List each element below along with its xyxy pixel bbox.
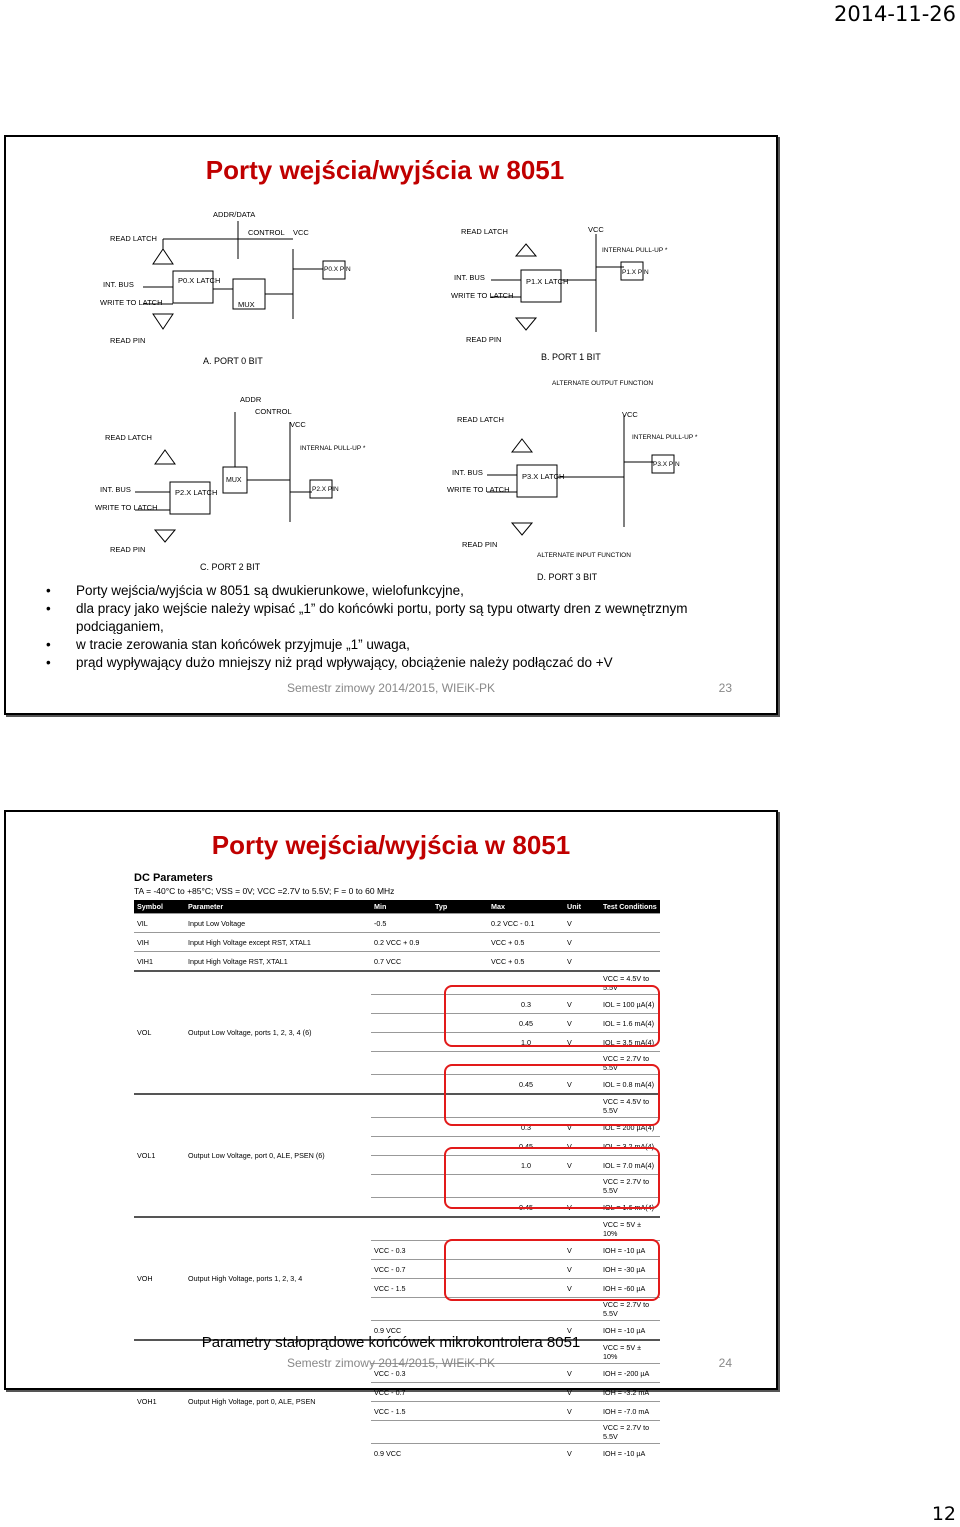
int-bus-label: INT. BUS	[103, 280, 134, 289]
cell-cond: VCC = 2.7V to 5.5V	[600, 1298, 660, 1321]
cell-cond: IOH = -10 µA	[600, 1241, 660, 1260]
cell-min: 0.9 VCC	[371, 1321, 432, 1341]
read-pin-label: READ PIN	[110, 336, 146, 345]
cell-min: 0.2 VCC + 0.9	[371, 933, 432, 952]
cell-min: 0.9 VCC	[371, 1444, 432, 1463]
cell-cond: VCC = 5V ± 10%	[600, 1340, 660, 1364]
cell-typ	[432, 933, 488, 952]
cell-unit: V	[564, 1279, 600, 1298]
pin-label: P2.X PIN	[312, 486, 339, 493]
cell-cond: VCC = 2.7V to 5.5V	[600, 1421, 660, 1444]
cell-unit: V	[564, 952, 600, 972]
cell-unit: V	[564, 1383, 600, 1402]
cell-unit: V	[564, 1033, 600, 1052]
port1-schematic	[446, 222, 676, 362]
cell-min: -0.5	[371, 914, 432, 933]
cell-symbol: VIH1	[134, 952, 185, 972]
cell-cond	[600, 914, 660, 933]
table-row	[134, 952, 660, 972]
diagram-caption: A. PORT 0 BIT	[203, 356, 263, 366]
table-row	[134, 933, 660, 952]
cell-unit: V	[564, 1198, 600, 1218]
col-header: Test Conditions	[600, 900, 660, 914]
port2-schematic	[90, 392, 366, 572]
slide-number: 23	[718, 681, 732, 695]
cell-max: 1.0	[488, 1033, 564, 1052]
read-pin-label: READ PIN	[462, 540, 498, 549]
cell-cond: IOL = 0.8 mA(4)	[600, 1075, 660, 1095]
cell-min: VCC - 0.3	[371, 1241, 432, 1260]
cell-unit: V	[564, 995, 600, 1014]
cell-min: VCC - 1.5	[371, 1279, 432, 1298]
cell-symbol: VIH	[134, 933, 185, 952]
cell-parameter: Input High Voltage except RST, XTAL1	[185, 933, 371, 952]
write-latch-label: WRITE TO LATCH	[451, 291, 514, 300]
col-header: Max	[488, 900, 564, 914]
alt-out-label: ALTERNATE OUTPUT FUNCTION	[552, 380, 654, 387]
cell-cond: IOL = 3.2 mA(4)	[600, 1137, 660, 1156]
cell-cond: IOL = 100 µA(4)	[600, 995, 660, 1014]
cell-parameter: Output Low Voltage, port 0, ALE, PSEN (6)	[185, 1094, 371, 1217]
slide-title: Porty wejścia/wyjścia w 8051	[205, 155, 565, 185]
diagram-caption: C. PORT 2 BIT	[200, 562, 261, 572]
cell-typ	[432, 914, 488, 933]
cell-cond	[600, 952, 660, 972]
col-header: Typ	[432, 900, 488, 914]
dc-conditions: TA = -40°C to +85°C; VSS = 0V; VCC =2.7V to 5.5V; F = 0 to 60 MHz	[134, 886, 395, 896]
page-date: 2014-11-26	[833, 2, 956, 26]
cell-cond: IOH = -200 µA	[600, 1364, 660, 1383]
cell-max: 0.3	[488, 995, 564, 1014]
dc-title: DC Parameters	[134, 872, 213, 884]
cell-cond: VCC = 4.5V to 5.5V	[600, 971, 660, 995]
read-latch-label: READ LATCH	[457, 415, 504, 424]
highlight-box	[444, 1064, 660, 1126]
read-latch-label: READ LATCH	[461, 227, 508, 236]
latch-label: P2.X LATCH	[175, 488, 218, 497]
cell-unit: V	[564, 1014, 600, 1033]
cell-unit: V	[564, 1075, 600, 1095]
read-latch-label: READ LATCH	[110, 234, 157, 243]
read-pin-label: READ PIN	[110, 545, 146, 554]
bullet-item: • w tracie zerowania stan końcówek przyjmuje „1” uwaga,	[46, 636, 746, 654]
vcc-label: VCC	[588, 225, 604, 234]
port2-diagram	[90, 392, 366, 572]
latch-label: P3.X LATCH	[522, 472, 565, 481]
cell-min: 0.7 VCC	[371, 952, 432, 972]
bullet-item: • prąd wypływający dużo mniejszy niż prąd wpływający, obciążenie należy podłączać do +V	[46, 654, 746, 672]
cell-cond: IOH = -3.2 mA	[600, 1383, 660, 1402]
cell-cond	[600, 933, 660, 952]
cell-max: 1.0	[488, 1156, 564, 1175]
cell-unit: V	[564, 1260, 600, 1279]
cell-symbol: VOL1	[134, 1094, 185, 1217]
cell-unit: V	[564, 1444, 600, 1463]
highlight-box	[444, 985, 660, 1047]
cell-cond: VCC = 2.7V to 5.5V	[600, 1175, 660, 1198]
cell-unit: V	[564, 914, 600, 933]
alt-in-label: ALTERNATE INPUT FUNCTION	[537, 552, 631, 559]
table-caption: Parametry stałoprądowe końcówek mikrokontrolera 8051	[201, 1334, 581, 1351]
slide-footer: Semestr zimowy 2014/2015, WIEiK-PK	[286, 681, 496, 695]
mux-label: MUX	[226, 477, 242, 484]
cell-max: 0.45	[488, 1198, 564, 1218]
vcc-label: VCC	[290, 420, 306, 429]
slide-24	[4, 810, 778, 1458]
cell-cond: VCC = 5V ± 10%	[600, 1217, 660, 1241]
pin-label: P1.X PIN	[622, 269, 649, 276]
int-bus-label: INT. BUS	[454, 273, 485, 282]
pullup-label: INTERNAL PULL-UP *	[300, 445, 366, 452]
cell-cond: IOL = 3.5 mA(4)	[600, 1033, 660, 1052]
col-header: Min	[371, 900, 432, 914]
bullet-item: • dla pracy jako wejście należy wpisać „1” do końcówki portu, porty są typu otwarty dren z wewnętrznym podciąganiem,	[46, 600, 746, 636]
write-latch-label: WRITE TO LATCH	[447, 485, 510, 494]
slide-footer: Semestr zimowy 2014/2015, WIEiK-PK	[286, 1356, 496, 1370]
cell-unit: V	[564, 1137, 600, 1156]
highlight-box	[444, 1239, 660, 1301]
port0-schematic	[98, 209, 398, 369]
cell-symbol: VIL	[134, 914, 185, 933]
cell-parameter: Output High Voltage, ports 1, 2, 3, 4	[185, 1217, 371, 1340]
cell-min: VCC - 0.7	[371, 1260, 432, 1279]
cell-unit: V	[564, 933, 600, 952]
port1-diagram	[446, 222, 676, 362]
cell-symbol: VOH1	[134, 1340, 185, 1462]
cell-max: 0.45	[488, 1075, 564, 1095]
cell-cond: VCC = 2.7V to 5.5V	[600, 1052, 660, 1075]
read-pin-label: READ PIN	[466, 335, 502, 344]
port0-diagram	[98, 209, 398, 369]
control-label: CONTROL	[255, 407, 292, 416]
slide-title: Porty wejścia/wyjścia w 8051	[211, 830, 571, 860]
bullet-list	[46, 582, 746, 672]
table-row	[134, 1217, 660, 1241]
cell-cond: IOH = -10 µA	[600, 1444, 660, 1463]
mux-label: MUX	[238, 300, 255, 309]
cell-unit: V	[564, 1364, 600, 1383]
cell-min: VCC - 1.5	[371, 1402, 432, 1421]
cell-min: VCC - 0.7	[371, 1383, 432, 1402]
latch-label: P0.X LATCH	[178, 276, 221, 285]
cell-cond: IOL = 7.0 mA(4)	[600, 1156, 660, 1175]
pullup-label: INTERNAL PULL-UP *	[632, 434, 698, 441]
addr-label: ADDR/DATA	[213, 210, 256, 219]
cell-parameter: Output Low Voltage, ports 1, 2, 3, 4 (6)	[185, 971, 371, 1094]
cell-max: 0.2 VCC - 0.1	[488, 914, 564, 933]
pullup-label: INTERNAL PULL-UP *	[602, 247, 668, 254]
cell-cond: IOH = -7.0 mA	[600, 1402, 660, 1421]
cell-max: 0.45	[488, 1014, 564, 1033]
cell-typ	[432, 952, 488, 972]
cell-symbol: VOH	[134, 1217, 185, 1340]
write-latch-label: WRITE TO LATCH	[95, 503, 158, 512]
cell-cond: VCC = 4.5V to 5.5V	[600, 1094, 660, 1118]
vcc-label: VCC	[293, 228, 309, 237]
slide-number: 24	[718, 1356, 732, 1370]
table-row	[134, 914, 660, 933]
addr-label: ADDR	[240, 395, 262, 404]
highlight-box	[444, 1147, 660, 1209]
port3-schematic	[442, 377, 698, 582]
cell-max: VCC + 0.5	[488, 952, 564, 972]
cell-unit: V	[564, 1118, 600, 1137]
cell-parameter: Input High Voltage RST, XTAL1	[185, 952, 371, 972]
cell-parameter: Input Low Voltage	[185, 914, 371, 933]
port3-diagram	[442, 377, 698, 582]
cell-cond: IOH = -10 µA	[600, 1321, 660, 1341]
cell-max: 0.3	[488, 1118, 564, 1137]
cell-max: VCC + 0.5	[488, 933, 564, 952]
cell-unit: V	[564, 1241, 600, 1260]
cell-max: 0.45	[488, 1137, 564, 1156]
cell-cond: IOH = -30 µA	[600, 1260, 660, 1279]
diagram-caption: B. PORT 1 BIT	[541, 352, 601, 362]
cell-parameter: Output High Voltage, port 0, ALE, PSEN	[185, 1340, 371, 1462]
cell-unit: V	[564, 1402, 600, 1421]
slide-23	[4, 135, 778, 715]
write-latch-label: WRITE TO LATCH	[100, 298, 163, 307]
latch-label: P1.X LATCH	[526, 277, 569, 286]
vcc-label: VCC	[622, 410, 638, 419]
page-number: 12	[931, 1503, 956, 1525]
int-bus-label: INT. BUS	[100, 485, 131, 494]
col-header: Unit	[564, 900, 600, 914]
col-header: Parameter	[185, 900, 371, 914]
cell-symbol: VOL	[134, 971, 185, 1094]
int-bus-label: INT. BUS	[452, 468, 483, 477]
cell-unit: V	[564, 1321, 600, 1341]
cell-cond: IOL = 1.6 mA(4)	[600, 1198, 660, 1218]
cell-cond: IOL = 200 µA(4)	[600, 1118, 660, 1137]
control-label: CONTROL	[248, 228, 285, 237]
cell-cond: IOH = -60 µA	[600, 1279, 660, 1298]
cell-unit: V	[564, 1156, 600, 1175]
col-header: Symbol	[134, 900, 185, 914]
pin-label: P0.X PIN	[324, 266, 351, 273]
read-latch-label: READ LATCH	[105, 433, 152, 442]
pin-label: P3.X PIN	[653, 461, 680, 468]
diagram-caption: D. PORT 3 BIT	[537, 572, 598, 582]
cell-cond: IOL = 1.6 mA(4)	[600, 1014, 660, 1033]
cell-min: VCC - 0.3	[371, 1364, 432, 1383]
bullet-item: • Porty wejścia/wyjścia w 8051 są dwukierunkowe, wielofunkcyjne,	[46, 582, 746, 600]
